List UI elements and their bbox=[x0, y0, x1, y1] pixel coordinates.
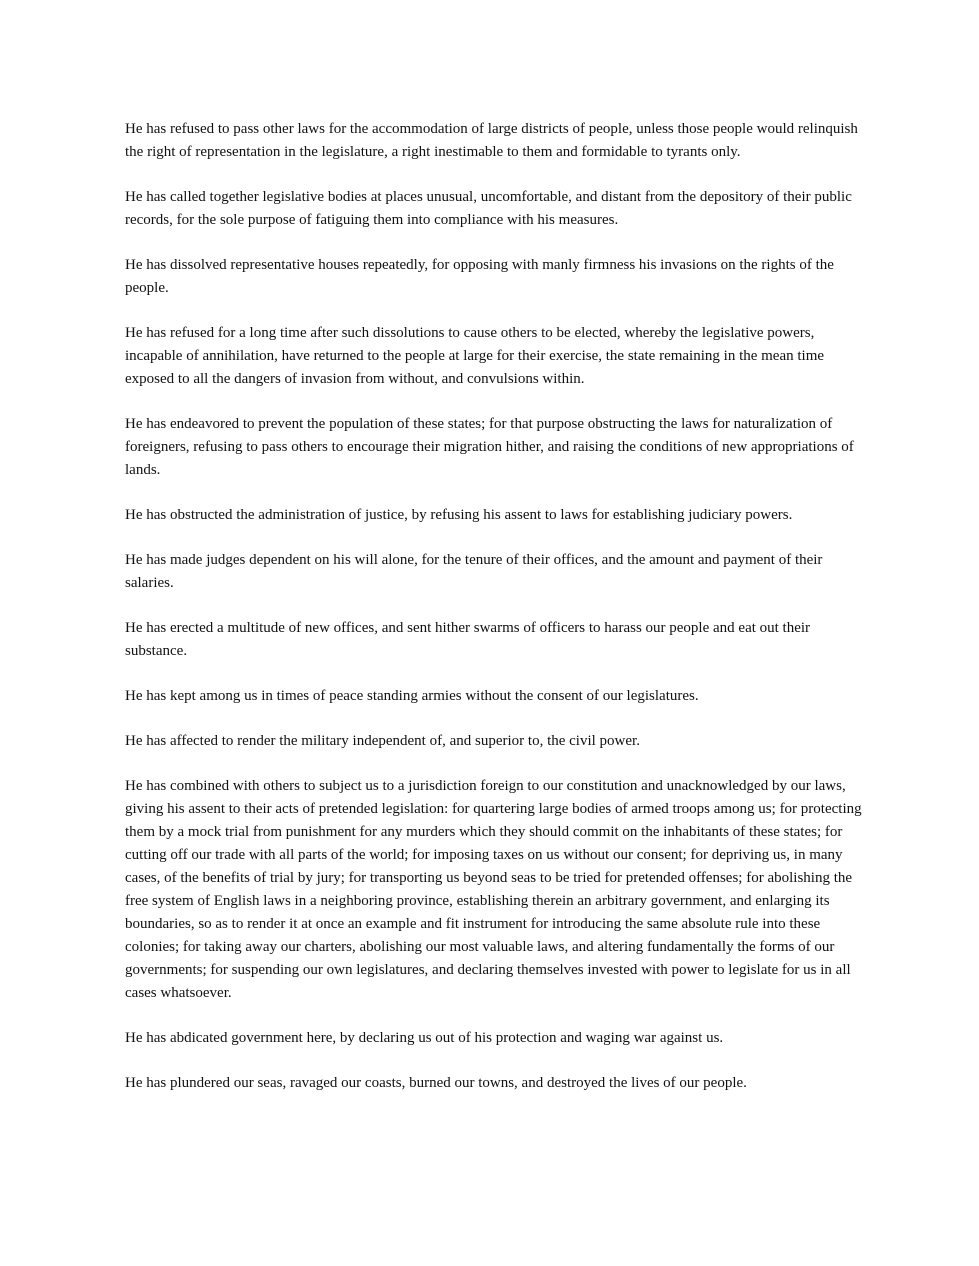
document-body bbox=[125, 118, 865, 1117]
paragraph: He has refused to pass other laws for the accommodation of large districts of people, unless those people would relinquish the right of representation in the legislature, a right inestimable to them and formidable to tyrants only. bbox=[125, 121, 858, 160]
paragraph: He has erected a multitude of new offices, and sent hither swarms of officers to harass our people and eat out their substance. bbox=[125, 620, 811, 659]
paragraph: He has called together legislative bodies at places unusual, uncomfortable, and distant from the depository of their public records, for the sole purpose of fatiguing them into compliance with his measures. bbox=[125, 189, 852, 228]
paragraph: He has made judges dependent on his will alone, for the tenure of their offices, and the amount and payment of their salaries. bbox=[125, 552, 823, 591]
paragraph: He has plundered our seas, ravaged our coasts, burned our towns, and destroyed the lives of our people. bbox=[125, 1075, 747, 1091]
paragraph: He has kept among us in times of peace standing armies without the consent of our legislatures. bbox=[125, 688, 699, 704]
paragraph: He has obstructed the administration of justice, by refusing his assent to laws for establishing judiciary powers. bbox=[125, 507, 793, 523]
paragraph: He has endeavored to prevent the population of these states; for that purpose obstructing the laws for naturalization of foreigners, refusing to pass others to encourage their migration hither, and raising the conditions of new appropriations of lands. bbox=[125, 416, 854, 478]
paragraph: He has dissolved representative houses repeatedly, for opposing with manly firmness his invasions on the rights of the people. bbox=[125, 257, 834, 296]
paragraph: He has abdicated government here, by declaring us out of his protection and waging war against us. bbox=[125, 1030, 724, 1046]
paragraph: He has refused for a long time after such dissolutions to cause others to be elected, whereby the legislative powers, incapable of annihilation, have returned to the people at large for their exercise, the state remaining in the mean time exposed to all the dangers of invasion from without, and convulsions within. bbox=[125, 325, 825, 387]
paragraph: He has combined with others to subject us to a jurisdiction foreign to our constitution and unacknowledged by our laws, giving his assent to their acts of pretended legislation: for quartering large bodies of armed troops among us; for protecting them by a mock trial from punishment for any murders which they should commit on the inhabitants of these states; for cutting off our trade with all parts of the world; for imposing taxes on us without our consent; for depriving us, in many cases, of the benefits of trial by jury; for transporting us beyond seas to be tried for pretended offenses; for abolishing the free system of English laws in a neighboring province, establishing therein an arbitrary government, and enlarging its boundaries, so as to render it at once an example and fit instrument for introducing the same absolute rule into these colonies; for taking away our charters, abolishing our most valuable laws, and altering fundamentally the forms of our governments; for suspending our own legislatures, and declaring themselves invested with power to legislate for us in all cases whatsoever. bbox=[125, 778, 862, 1001]
paragraph: He has affected to render the military independent of, and superior to, the civil power. bbox=[125, 733, 640, 749]
